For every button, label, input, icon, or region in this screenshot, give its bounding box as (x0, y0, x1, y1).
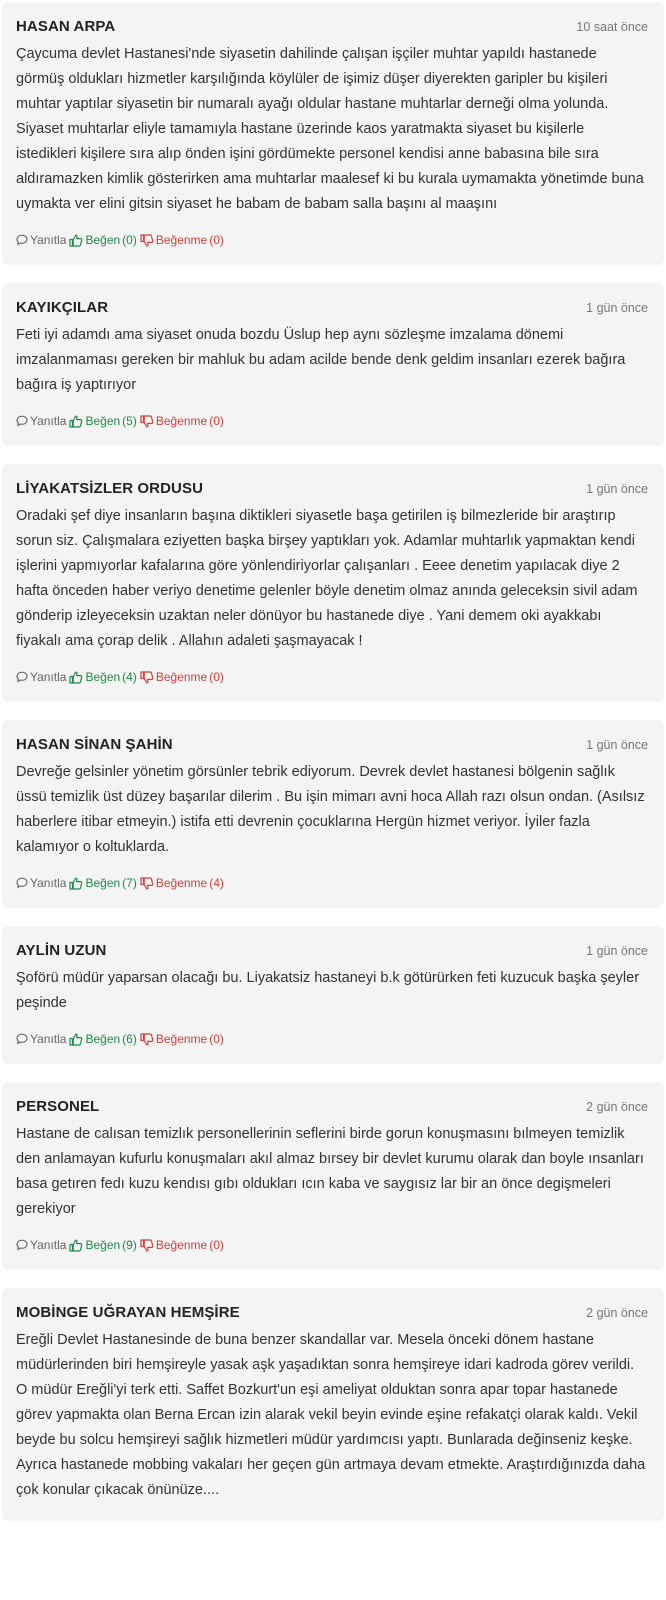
comment-actions (16, 876, 648, 890)
like-label: Beğen (85, 670, 121, 684)
dislike-count: (0) (209, 1238, 224, 1252)
like-label: Beğen (85, 1032, 121, 1046)
comment-header (16, 1304, 648, 1321)
comment-time: 10 saat önce (576, 19, 648, 34)
comment-header (16, 18, 648, 35)
thumbs-up-icon (69, 234, 83, 247)
reply-button[interactable] (16, 1032, 66, 1046)
reply-button[interactable] (16, 414, 66, 428)
like-count: (6) (122, 1032, 137, 1046)
dislike-label: Beğenme (155, 876, 208, 890)
dislike-label: Beğenme (155, 233, 208, 247)
comment-text: Feti iyi adamdı ama siyaset onuda bozdu Üslup hep aynı sözleşme imzalama dönemi imzalanmaması gereken bir mahluk bu adam acilde bende denk geldim insanları ezerek bağıra bağıra iş yaptırıyor (16, 327, 626, 393)
dislike-label: Beğenme (155, 670, 208, 684)
reply-button[interactable] (16, 876, 66, 890)
like-count: (9) (122, 1238, 137, 1252)
comment-author: LİYAKATSİZLER ORDUSU (16, 480, 204, 497)
comment-actions (16, 670, 648, 684)
like-button[interactable] (69, 1032, 136, 1046)
comment-actions (16, 1238, 648, 1252)
dislike-count: (0) (209, 1032, 224, 1046)
speech-bubble-icon (16, 671, 28, 683)
thumbs-down-icon (140, 234, 154, 247)
comment-header (16, 736, 648, 753)
comment-author: HASAN ARPA (16, 18, 116, 35)
dislike-button[interactable] (140, 414, 224, 428)
comment-actions (16, 233, 648, 247)
comment-text: Şoförü müdür yaparsan olacağı bu. Liyakatsiz hastaneyi b.k götürürken feti kuzucuk başka şeyler peşinde (16, 970, 640, 1011)
like-count: (7) (122, 876, 137, 890)
dislike-button[interactable] (140, 1238, 224, 1252)
like-label: Beğen (85, 876, 121, 890)
dislike-button[interactable] (140, 670, 224, 684)
comment-header (16, 942, 648, 959)
comment-card (2, 1082, 664, 1270)
dislike-button[interactable] (140, 233, 224, 247)
comment-author: HASAN SİNAN ŞAHİN (16, 736, 173, 753)
comment-actions (16, 414, 648, 428)
like-label: Beğen (85, 233, 121, 247)
thumbs-up-icon (69, 671, 83, 684)
speech-bubble-icon (16, 415, 28, 427)
comment-card (2, 1288, 664, 1521)
like-button[interactable] (69, 670, 136, 684)
comment-text: Ereğli Devlet Hastanesinde de buna benzer skandallar var. Mesela önceki dönem hastane müdürlerinden biri hemşireyle yasak aşk yaşadıktan sonra hemşireye idari kadroda görev verildi. O müdür Ereğli'yi terk etti. Saffet Bozkurt'un eşi ameliyat olduktan sonra apar topar hastanede görev yapmakta olan Berna Ercan izin alarak vekil beyin evinde eşine refakatçi olarak kaldı. Vekil beyde bu solcu hemşireyi sağlık hizmetleri müdür yardımcısı yaptı. Bunlarada değinseniz keşke. Ayrıca hastanede mobbing vakaları her geçen gün artmaya devam etmekte. Araştırdığınızda daha çok konular çıkacak önünüze.... (16, 1332, 646, 1498)
comment-card (2, 926, 664, 1064)
comment-time: 2 gün önce (586, 1305, 648, 1320)
thumbs-up-icon (69, 877, 83, 890)
dislike-count: (0) (209, 414, 224, 428)
thumbs-up-icon (69, 1033, 83, 1046)
reply-button[interactable] (16, 670, 66, 684)
thumbs-down-icon (140, 877, 154, 890)
comment-card (2, 2, 664, 265)
like-button[interactable] (69, 233, 136, 247)
comment-header (16, 480, 648, 497)
comment-header (16, 299, 648, 316)
dislike-count: (4) (209, 876, 224, 890)
reply-label: Yanıtla (30, 670, 67, 684)
dislike-label: Beğenme (155, 414, 208, 428)
thumbs-down-icon (140, 1033, 154, 1046)
like-button[interactable] (69, 1238, 136, 1252)
like-button[interactable] (69, 876, 136, 890)
comment-time: 2 gün önce (586, 1099, 648, 1114)
comment-author: KAYIKÇILAR (16, 299, 109, 316)
dislike-button[interactable] (140, 876, 224, 890)
comment-card (2, 720, 664, 908)
comment-text: Hastane de calısan temizlık personellerinin seflerini birde gorun konuşmasını bılmeyen temizlik den anlamayan kufurlu konuşmaları akıl almaz bırsey bir devlet kurumu olarak dan boyle ınsanları basa getıren fedı kuzu kendısı gıbı oldukları ıcın kaba ve saygısız lar bir an önce degişmeleri gerekiyor (16, 1126, 644, 1217)
thumbs-up-icon (69, 1239, 83, 1252)
reply-label: Yanıtla (30, 876, 67, 890)
like-label: Beğen (85, 1238, 121, 1252)
comment-text: Devreğe gelsinler yönetim görsünler tebrik ediyorum. Devrek devlet hastanesi bölgenin sağlık üssü temizlik üst düzey başarılar dilerim . Bu işin mimarı avni hoca Allah razı olsun ondan. (Asılsız haberlere itibar etmeyin.) istifa etti devrenin çocuklarına Hergün hizmet veriyor. İyiler fazla kalamıyor o koltuklarda. (16, 764, 645, 855)
dislike-button[interactable] (140, 1032, 224, 1046)
comment-text: Oradaki şef diye insanların başına diktikleri siyasetle başa getirilen iş bilmezleride bir araştırıp sorun siz. Çalışmalara eziyetten başka birşey yaptıkları yok. Adamlar muhtarlık yapmaktan kendi işlerini yapmıyorlar kafalarına göre yönlendiriyorlar çalışanları . Eeee denetim yapılacak diye 2 hafta önceden haber veriyo denetime gelenler böyle denetim olmaz anında geleceksin sivil adam gönderip izleyeceksin uzaktan neler dönüyor bu hastanede diye . Yani demem oki ayakkabı fiyakalı ama çorap delik . Allahın adaleti şaşmayacak ! (16, 508, 638, 649)
like-count: (5) (122, 414, 137, 428)
reply-button[interactable] (16, 233, 66, 247)
speech-bubble-icon (16, 1033, 28, 1045)
like-label: Beğen (85, 414, 121, 428)
thumbs-down-icon (140, 671, 154, 684)
reply-label: Yanıtla (30, 233, 67, 247)
reply-label: Yanıtla (30, 1032, 67, 1046)
reply-label: Yanıtla (30, 414, 67, 428)
comment-author: AYLİN UZUN (16, 942, 107, 959)
comment-author: MOBİNGE UĞRAYAN HEMŞİRE (16, 1304, 240, 1321)
dislike-count: (0) (209, 233, 224, 247)
comment-actions (16, 1032, 648, 1046)
comment-card (2, 283, 664, 446)
dislike-count: (0) (209, 670, 224, 684)
thumbs-up-icon (69, 415, 83, 428)
comment-time: 1 gün önce (586, 481, 648, 496)
like-count: (4) (122, 670, 137, 684)
thumbs-down-icon (140, 1239, 154, 1252)
like-count: (0) (122, 233, 137, 247)
reply-button[interactable] (16, 1238, 66, 1252)
comment-time: 1 gün önce (586, 300, 648, 315)
speech-bubble-icon (16, 877, 28, 889)
comment-time: 1 gün önce (586, 943, 648, 958)
comment-card (2, 464, 664, 702)
comment-time: 1 gün önce (586, 737, 648, 752)
like-button[interactable] (69, 414, 136, 428)
comment-header (16, 1098, 648, 1115)
dislike-label: Beğenme (155, 1032, 208, 1046)
thumbs-down-icon (140, 415, 154, 428)
speech-bubble-icon (16, 234, 28, 246)
speech-bubble-icon (16, 1239, 28, 1251)
comment-author: PERSONEL (16, 1098, 100, 1115)
comment-text: Çaycuma devlet Hastanesi'nde siyasetin dahilinde çalışan işçiler muhtar yapıldı hastanede görmüş oldukları hizmetler karşılığında köylüler de işimiz düşer diyerekten garipler bu kişileri muhtar yaptılar siyasetin bir numaralı ayağı oldular hastane muhtarlar derneği olma yolunda. Siyaset muhtarlar eliyle tamamıyla hastane üzerinde kaos yaratmakta siyaset bu kişilerle istedikleri kişilere sıra alıp önden işini gördümekte personel kendisi anne babasına bile sıra aldıramazken kimlik gösterirken ama muhtarlar maalesef ki bu kurala uymamakta yönetimde buna uymakta ver elini gitsin siyaset he babam de babam salla başını al maaşını (16, 46, 644, 212)
reply-label: Yanıtla (30, 1238, 67, 1252)
dislike-label: Beğenme (155, 1238, 208, 1252)
